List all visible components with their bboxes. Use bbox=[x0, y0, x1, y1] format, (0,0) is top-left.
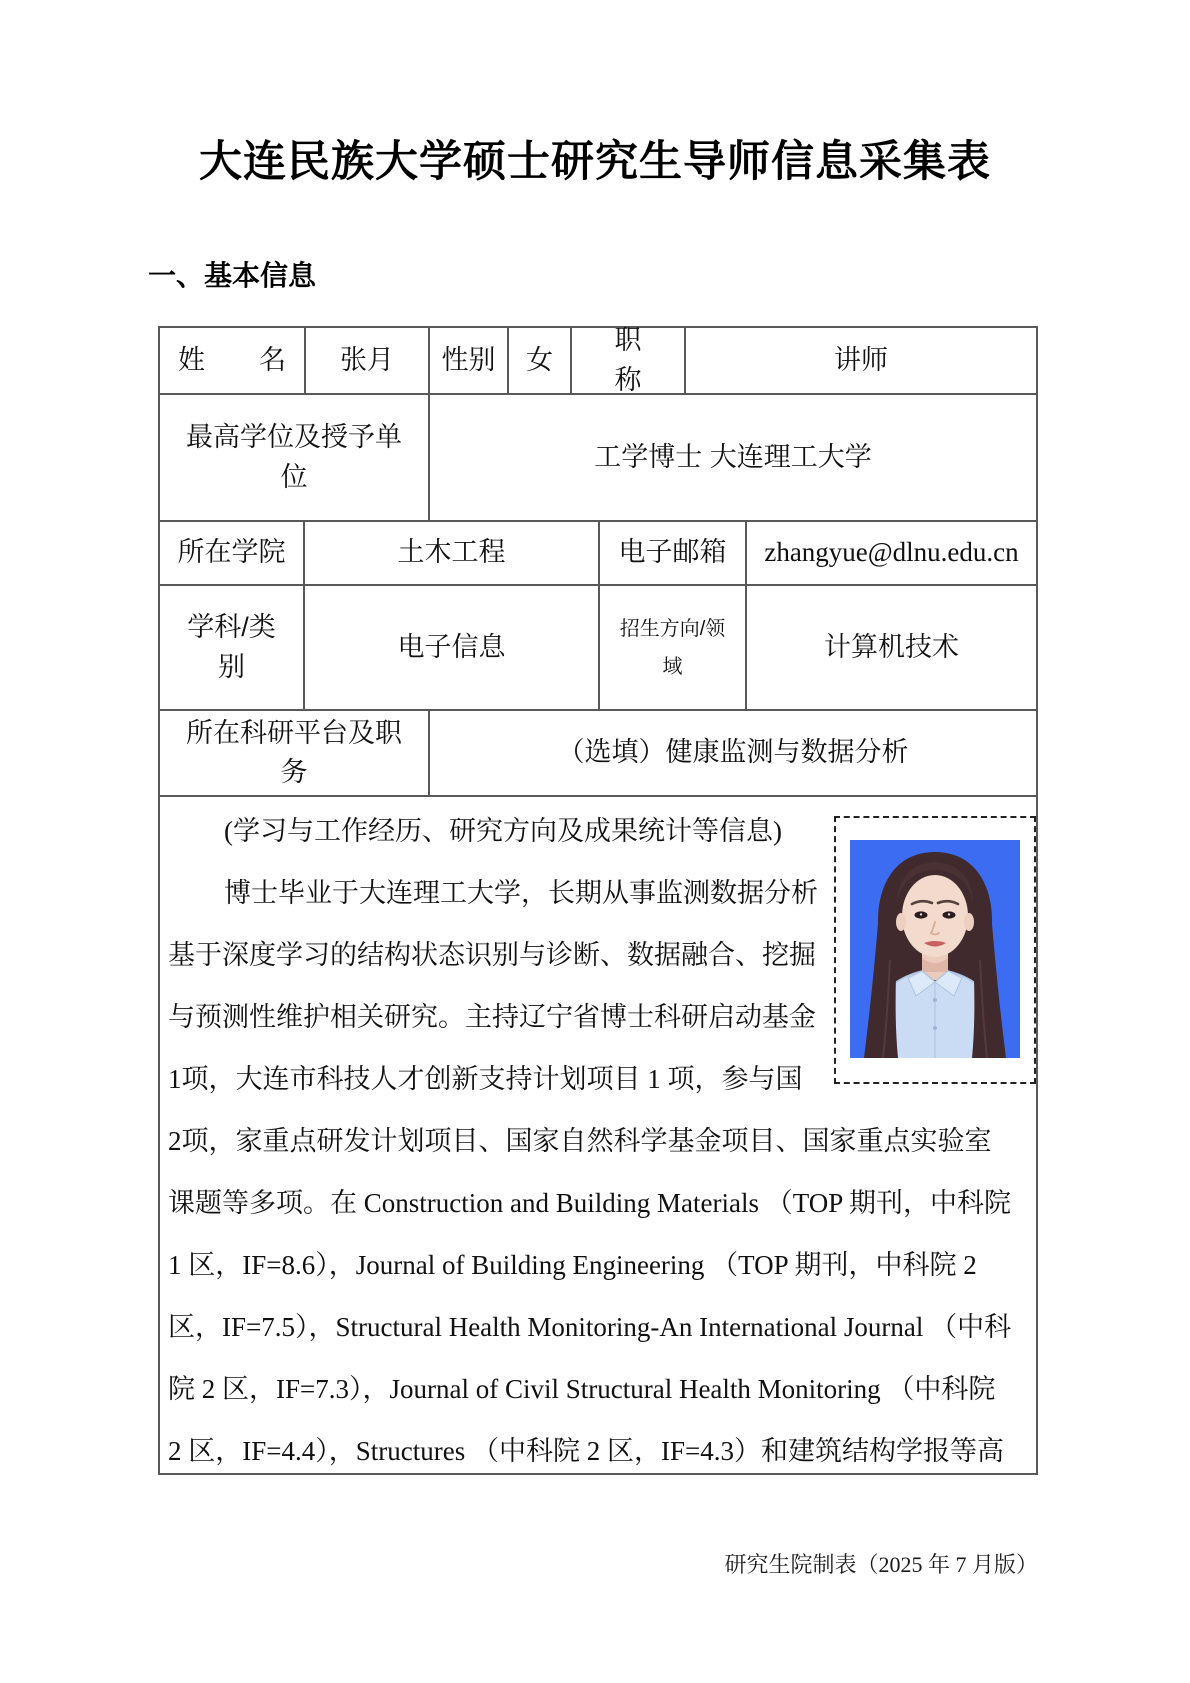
email-value: zhangyue@dlnu.edu.cn bbox=[764, 537, 1019, 568]
gender-value: 女 bbox=[509, 328, 572, 393]
platform-value: （选填）健康监测与数据分析 bbox=[557, 737, 909, 768]
bio-line: (学习与工作经历、研究方向及成果统计等信息) bbox=[224, 816, 782, 846]
bio-line: 区，IF=7.5），Structural Health Monitoring-An International Journal （中科 bbox=[168, 1312, 1012, 1342]
bio-line: 与预测性维护相关研究。主持辽宁省博士科研启动基金 bbox=[168, 1002, 816, 1032]
table-row-college bbox=[160, 522, 1036, 586]
direction-label: 招生方向/领域 bbox=[600, 586, 747, 709]
college-label: 所在学院 bbox=[160, 522, 305, 584]
bio-line: 院 2 区，IF=7.3），Journal of Civil Structural Health Monitoring （中科院 bbox=[168, 1374, 996, 1404]
table-row-bio bbox=[160, 797, 1036, 1473]
email-label: 电子邮箱 bbox=[600, 522, 747, 584]
basic-info-table bbox=[158, 326, 1038, 1475]
college-value: 土木工程 bbox=[305, 522, 600, 584]
bio-line: 2项，家重点研发计划项目、国家自然科学基金项目、国家重点实验室 bbox=[168, 1126, 992, 1156]
table-row-name bbox=[160, 325, 1036, 395]
platform-label: 所在科研平台及职务 bbox=[160, 711, 430, 795]
bio-cell bbox=[160, 797, 1036, 1473]
bio-line: 基于深度学习的结构状态识别与诊断、数据融合、挖掘 bbox=[168, 940, 816, 970]
title-value: 讲师 bbox=[834, 344, 888, 375]
direction-value: 计算机技术 bbox=[824, 631, 959, 662]
section-heading: 一、基本信息 bbox=[148, 260, 317, 291]
bio-line: 1 区，IF=8.6），Journal of Building Engineering （TOP 期刊，中科院 2 bbox=[168, 1250, 977, 1280]
degree-label: 最高学位及授予单位 bbox=[160, 395, 430, 520]
id-photo bbox=[850, 840, 1020, 1058]
bio-line: 2 区，IF=4.4），Structures （中科院 2 区，IF=4.3）和建筑结构学报等高 bbox=[168, 1436, 1004, 1466]
name-label: 姓 名 bbox=[160, 328, 306, 393]
bio-line: 博士毕业于大连理工大学，长期从事监测数据分析 bbox=[224, 878, 818, 908]
discipline-label: 学科/类别 bbox=[160, 586, 305, 709]
footer-note: 研究生院制表（2025 年 7 月版） bbox=[724, 1552, 1038, 1577]
page-title: 大连民族大学硕士研究生导师信息采集表 bbox=[199, 139, 991, 186]
title-label: 职 称 bbox=[572, 328, 686, 393]
bio-line: 课题等多项。在 Construction and Building Materials （TOP 期刊，中科院 bbox=[168, 1188, 1011, 1218]
photo-frame bbox=[834, 816, 1036, 1084]
table-row-degree bbox=[160, 395, 1036, 522]
table-row-discipline bbox=[160, 586, 1036, 711]
table-row-platform bbox=[160, 711, 1036, 797]
bio-line: 1项，大连市科技人才创新支持计划项目 1 项，参与国 bbox=[168, 1064, 803, 1094]
name-value: 张月 bbox=[306, 328, 430, 393]
gender-label: 性别 bbox=[430, 328, 509, 393]
discipline-value: 电子信息 bbox=[305, 586, 600, 709]
degree-value: 工学博士 大连理工大学 bbox=[594, 441, 872, 472]
